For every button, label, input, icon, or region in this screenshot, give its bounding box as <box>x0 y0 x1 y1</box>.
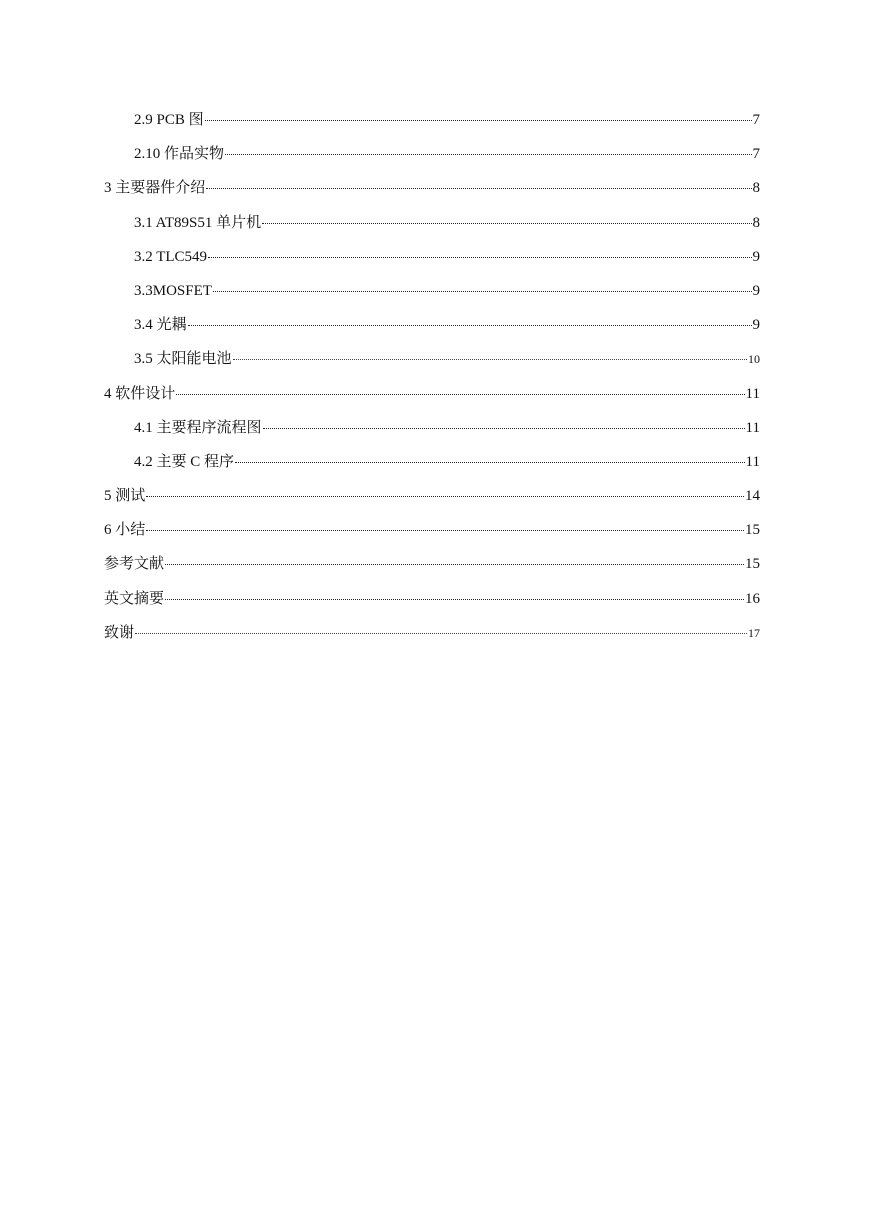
toc-entry-2-9[interactable] <box>104 103 760 137</box>
toc-entry-page: 11 <box>745 385 760 402</box>
toc-dot-leader <box>262 222 751 224</box>
toc-entry-3-5[interactable] <box>104 342 760 376</box>
toc-entry-title: 4 软件设计 <box>104 385 176 402</box>
toc-dot-leader <box>176 393 744 395</box>
toc-entry-3-4[interactable] <box>104 308 760 342</box>
toc-entry-3[interactable] <box>104 171 760 205</box>
toc-entry-title: 6 小结 <box>104 522 146 539</box>
toc-entry-2-10[interactable] <box>104 137 760 171</box>
toc-dot-leader <box>135 632 747 634</box>
toc-dot-leader <box>225 153 751 155</box>
toc-entry-title: 致谢 <box>104 624 135 641</box>
toc-entry-english-abstract[interactable] <box>104 582 760 616</box>
toc-entry-title: 3 主要器件介绍 <box>104 180 206 197</box>
toc-entry-3-2[interactable] <box>104 240 760 274</box>
toc-entry-3-1[interactable] <box>104 206 760 240</box>
toc-entry-title: 5 测试 <box>104 488 146 505</box>
toc-entry-page: 7 <box>752 146 760 163</box>
toc-entry-page: 8 <box>752 214 760 231</box>
table-of-contents <box>104 103 760 650</box>
toc-dot-leader <box>188 324 752 326</box>
toc-dot-leader <box>213 290 752 292</box>
toc-dot-leader <box>165 598 744 600</box>
toc-entry-references[interactable] <box>104 547 760 581</box>
toc-dot-leader <box>263 427 745 429</box>
toc-dot-leader <box>205 119 752 121</box>
toc-dot-leader <box>146 529 744 531</box>
toc-entry-page: 9 <box>752 282 760 299</box>
toc-entry-page: 7 <box>752 112 760 128</box>
toc-entry-5[interactable] <box>104 479 760 513</box>
toc-dot-leader <box>165 563 744 565</box>
toc-entry-page: 9 <box>752 317 760 334</box>
toc-dot-leader <box>206 187 751 189</box>
toc-entry-page: 11 <box>745 419 760 436</box>
toc-dot-leader <box>233 358 747 360</box>
toc-entry-page: 15 <box>745 556 760 573</box>
toc-dot-leader <box>146 495 744 497</box>
toc-entry-3-3[interactable] <box>104 274 760 308</box>
toc-entry-6[interactable] <box>104 513 760 547</box>
toc-entry-page: 15 <box>745 522 760 539</box>
toc-entry-page: 9 <box>752 248 760 265</box>
toc-entry-title: 3.2 TLC549 <box>134 248 208 265</box>
toc-dot-leader <box>235 461 745 463</box>
toc-entry-title: 2.9 PCB 图 <box>134 112 204 128</box>
toc-entry-title: 3.5 太阳能电池 <box>134 351 232 368</box>
toc-entry-title: 3.4 光耦 <box>134 317 187 334</box>
toc-entry-4-1[interactable] <box>104 411 760 445</box>
toc-entry-title: 3.1 AT89S51 单片机 <box>134 214 262 231</box>
toc-entry-page: 11 <box>745 453 760 470</box>
toc-entry-page: 14 <box>745 488 760 505</box>
toc-entry-title: 3.3MOSFET <box>134 282 212 299</box>
toc-entry-page: 8 <box>752 180 760 197</box>
toc-entry-acknowledgements[interactable] <box>104 616 760 650</box>
toc-entry-page: 10 <box>748 352 760 367</box>
toc-entry-title: 英文摘要 <box>104 590 165 607</box>
toc-entry-title: 2.10 作品实物 <box>134 146 225 163</box>
toc-entry-page: 16 <box>745 590 760 607</box>
toc-entry-title: 4.2 主要 C 程序 <box>134 453 235 470</box>
toc-entry-4[interactable] <box>104 377 760 411</box>
toc-entry-page: 17 <box>748 625 760 640</box>
toc-entry-4-2[interactable] <box>104 445 760 479</box>
toc-dot-leader <box>208 256 751 258</box>
toc-entry-title: 参考文献 <box>104 556 165 573</box>
toc-entry-title: 4.1 主要程序流程图 <box>134 419 262 436</box>
